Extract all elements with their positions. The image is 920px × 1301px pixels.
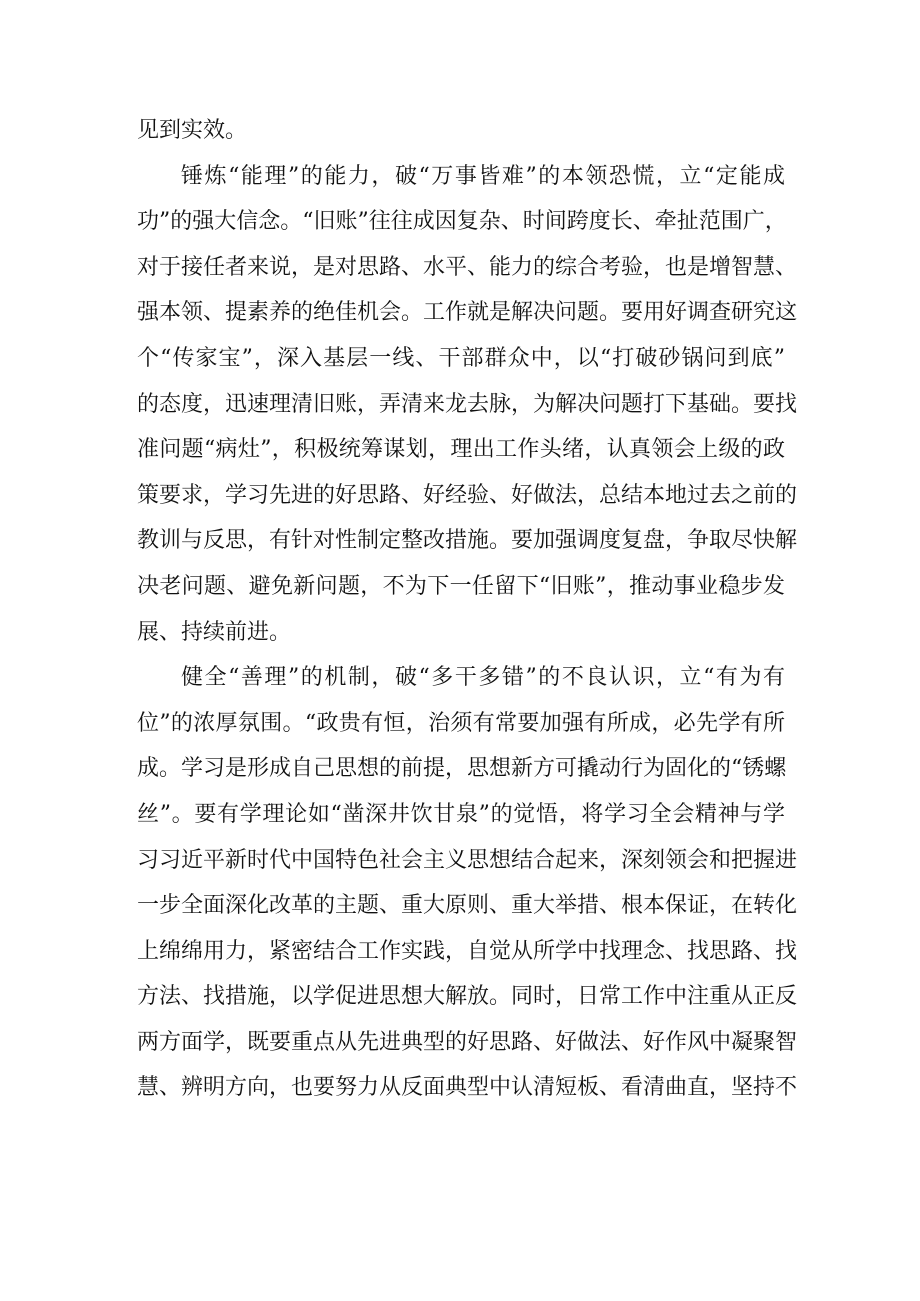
paragraph-line: 两方面学，既要重点从先进典型的好思路、好做法、好作风中凝聚智 — [137, 1029, 798, 1055]
paragraph-line: 准问题“病灶”，积极统筹谋划，理出工作头绪，认真领会上级的政 — [137, 437, 785, 463]
paragraph-line: 策要求，学习先进的好思路、好经验、好做法，总结本地过去之前的 — [137, 482, 798, 508]
paragraph-line: 个“传家宝”，深入基层一线、干部群众中，以“打破砂锅问到底” — [137, 345, 785, 371]
paragraph-line: 位”的浓厚氛围。“政贵有恒，治须有常要加强有所成，必先学有所 — [137, 710, 785, 736]
paragraph-line: 展、持续前进。 — [137, 619, 292, 645]
paragraph-line: 教训与反思，有针对性制定整改措施。要加强调度复盘，争取尽快解 — [137, 528, 798, 554]
document-body — [137, 108, 798, 1111]
paragraph-line: 方法、找措施，以学促进思想大解放。同时，日常工作中注重从正反 — [137, 984, 798, 1010]
paragraph-line: 见到实效。 — [137, 118, 248, 143]
paragraph-line: 慧、辨明方向，也要努力从反面典型中认清短板、看清曲直，坚持不 — [137, 1075, 798, 1101]
paragraph-line: 习习近平新时代中国特色社会主义思想结合起来，深刻领会和把握进 — [137, 847, 798, 873]
paragraph-line: 的态度，迅速理清旧账，弄清来龙去脉，为解决问题打下基础。要找 — [137, 391, 798, 417]
paragraph-line: 上绵绵用力，紧密结合工作实践，自觉从所学中找理念、找思路、找 — [137, 938, 798, 964]
paragraph-line: 强本领、提素养的绝佳机会。工作就是解决问题。要用好调查研究这 — [137, 300, 798, 326]
paragraph-line: 锤炼“能理”的能力，破“万事皆难”的本领恐慌，立“定能成 — [181, 163, 785, 189]
paragraph-line: 成。学习是形成自己思想的前提，思想新方可撬动行为固化的“锈螺 — [137, 756, 787, 782]
paragraph-line: 决老问题、避免新问题，不为下一任留下“旧账”，推动事业稳步发 — [137, 573, 785, 599]
paragraph-line: 功”的强大信念。“旧账”往往成因复杂、时间跨度长、牵扯范围广， — [137, 209, 787, 235]
paragraph-line: 健全“善理”的机制，破“多干多错”的不良认识，立“有为有 — [181, 665, 785, 691]
paragraph-line: 一步全面深化改革的主题、重大原则、重大举措、根本保证，在转化 — [137, 893, 798, 919]
paragraph-line: 对于接任者来说，是对思路、水平、能力的综合考验，也是增智慧、 — [137, 254, 798, 280]
paragraph-line: 丝”。要有学理论如“凿深井饮甘泉”的觉悟，将学习全会精神与学 — [137, 801, 785, 827]
